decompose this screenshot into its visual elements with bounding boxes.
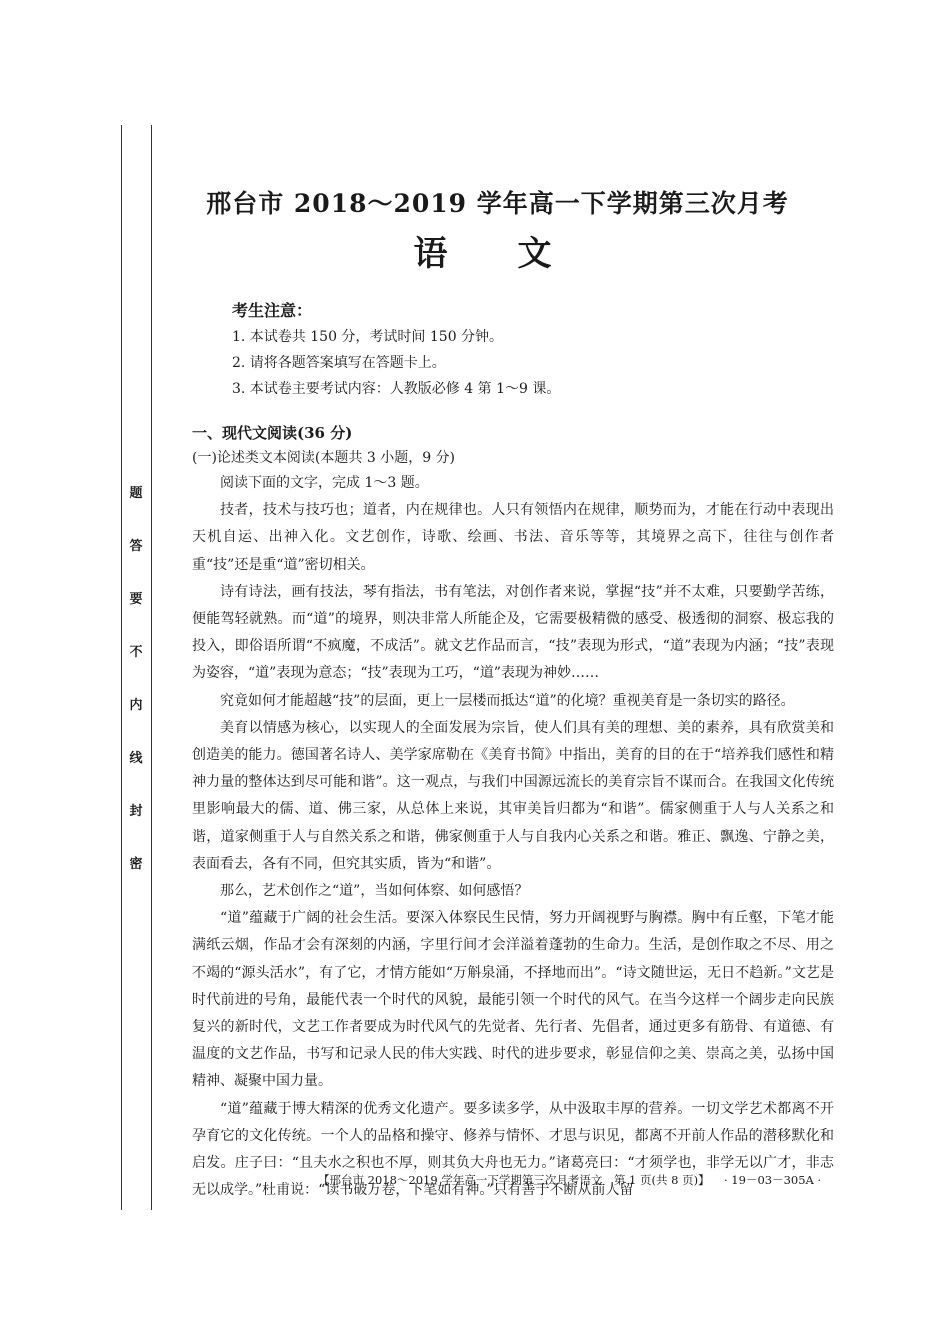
subsection-heading: (一)论述类文本阅读(本题共 3 小题，9 分) [192, 450, 456, 466]
passage-paragraph: 美育以情感为核心，以实现人的全面发展为宗旨，使人们具有美的理想、美的素养，具有欣赏美和创造美的能力。德国著名诗人、美学家席勒在《美育书简》中指出，美育的目的在于“培养我们感性和精神力量的整体达到尽可能和谐”。这一观点，与我们中国源远流长的美育宗旨不谋而合。在我国文化传统里影响最大的儒、道、佛三家，从总体上来说，其审美旨归都为“和谐”。儒家侧重于人与人关系之和谐，道家侧重于人与自然关系之和谐，佛家侧重于人与自我内心关系之和谐。雅正、飘逸、宁静之美，表面看去，各有不同，但究其实质，皆为“和谐”。 [192, 719, 834, 872]
reading-passage [192, 470, 834, 1204]
passage-paragraph: “道”蕴藏于广阔的社会生活。要深入体察民生民情，努力开阔视野与胸襟。胸中有丘壑，下笔才能满纸云烟，作品才会有深刻的内涵，字里行间才会洋溢着蓬勃的生命力。生活，是创作取之不尽、用之不竭的“源头活水”，有了它，才情方能如“万斛泉涌，不择地而出”。“诗文随世运，无日不趋新。”文艺是时代前进的号角，最能代表一个时代的风貌，最能引领一个时代的风气。在当今这样一个阔步走向民族复兴的新时代，文艺工作者要成为时代风气的先觉者、先行者、先倡者，通过更多有筋骨、有道德、有温度的文艺作品，书写和记录人民的伟大实践、时代的进步要求，彰显信仰之美、崇高之美，弘扬中国精神、凝聚中国力量。 [192, 910, 834, 1090]
passage-paragraph: 那么，艺术创作之“道”，当如何体察、如何感悟？ [220, 883, 529, 900]
notice-item: 2. 请将各题答案填写在答题卡上。 [232, 355, 446, 371]
passage-paragraph: 阅读下面的文字，完成 1～3 题。 [220, 475, 429, 491]
notice-heading: 考生注意： [232, 301, 313, 320]
page-footer: 【邢台市 2018～2019 学年高一下学期第三次月考语文 第 1 页(共 8 页)】 [318, 1173, 710, 1187]
seal-char: 内 [126, 698, 146, 714]
seal-char: 题 [126, 486, 146, 502]
binding-line-right [151, 125, 152, 1210]
subject-title: 语文 [413, 234, 622, 274]
section-heading: 一、现代文阅读(36 分) [192, 424, 353, 442]
seal-char: 封 [126, 804, 146, 820]
seal-char: 密 [126, 857, 146, 873]
seal-char: 答 [126, 539, 146, 555]
seal-char: 要 [126, 592, 146, 608]
notice-item: 3. 本试卷主要考试内容：人教版必修 4 第 1～9 课。 [232, 381, 561, 397]
exam-title: 邢台市 2018～2019 学年高一下学期第三次月考 [206, 189, 789, 218]
passage-paragraph: 究竟如何才能超越“技”的层面，更上一层楼而抵达“道”的化境？重视美育是一条切实的路径。 [220, 692, 795, 709]
passage-paragraph: 技者，技术与技巧也；道者，内在规律也。人只有领悟内在规律，顺势而为，才能在行动中表现出天机自运、出神入化。文艺创作，诗歌、绘画、书法、音乐等等，其境界之高下，往往与创作者重“技”还是重“道”密切相关。 [192, 502, 834, 573]
binding-line-left [121, 125, 122, 1210]
notice-item: 1. 本试卷共 150 分，考试时间 150 分钟。 [232, 329, 504, 345]
seal-char: 不 [126, 645, 146, 661]
seal-char: 线 [126, 751, 146, 767]
passage-paragraph: 诗有诗法，画有技法，琴有指法，书有笔法，对创作者来说，掌握“技”并不太难，只要勤学苦练，便能驾轻就熟。而“道”的境界，则决非常人所能企及，它需要极精微的感受、极透彻的洞察、极忘我的投入，即俗语所谓“不疯魔，不成活”。就文艺作品而言，“技”表现为形式，“道”表现为内涵；“技”表现为姿容，“道”表现为意态；“技”表现为工巧，“道”表现为神妙…… [192, 583, 834, 682]
exam-code: · 19－03－305A · [724, 1173, 822, 1187]
passage-paragraph: “道”蕴藏于博大精深的优秀文化遗产。要多读多学，从中汲取丰厚的营养。一切文学艺术都离不开孕育它的文化传统。一个人的品格和操守、修养与情怀、才思与识见，都离不开前人作品的潜移默化和启发。庄子曰：“且夫水之积也不厚，则其负大舟也无力。”诸葛亮曰：“才须学也，非学无以广才，非志无以成学。”杜甫说：“读书破万卷，下笔如有神。”只有善于不断从前人留 [192, 1100, 834, 1199]
